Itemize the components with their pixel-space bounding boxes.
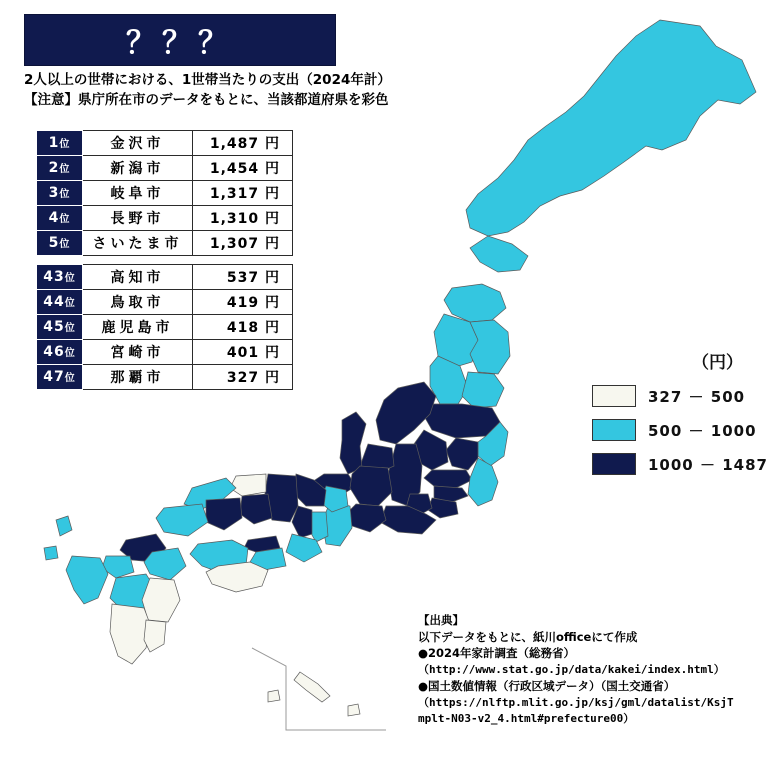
rank-suffix: 位 <box>64 323 76 334</box>
rank-number: 44 <box>43 294 65 310</box>
legend-item-mid <box>592 416 768 444</box>
rank-suffix: 位 <box>59 139 71 150</box>
pref-saitama <box>424 470 472 488</box>
pref-chiba <box>468 458 498 506</box>
city-cell: 金沢市 <box>83 131 193 156</box>
pref-hiroshima <box>206 498 242 530</box>
rank-suffix: 位 <box>59 239 71 250</box>
rank-number: 4 <box>48 210 60 226</box>
pref-hokkaido <box>466 20 756 236</box>
pref-gifu <box>350 466 392 506</box>
value-cell: 1,310 円 <box>193 206 293 231</box>
pref-okinawa <box>294 672 330 702</box>
pref-hokkaido-tail <box>470 236 528 272</box>
pref-okinawa-small-2 <box>348 704 360 716</box>
legend-label-high: 1000 － 1487 <box>648 455 768 474</box>
value-cell: 537 円 <box>193 265 293 290</box>
rank-suffix: 位 <box>64 348 76 359</box>
pref-kagoshima-osumi <box>144 620 166 652</box>
value-cell: 401 円 <box>193 340 293 365</box>
pref-tochigi <box>446 438 478 470</box>
rank-number: 1 <box>48 135 60 151</box>
legend-unit-label: （円） <box>692 353 743 373</box>
rank-number: 3 <box>48 185 60 201</box>
legend-swatch-mid <box>592 419 636 441</box>
source-line-3: （http://www.stat.go.jp/data/kakei/index.html） <box>418 662 725 676</box>
city-cell: 高知市 <box>83 265 193 290</box>
pref-okinawa-small-1 <box>268 690 280 702</box>
pref-yamaguchi <box>156 504 208 536</box>
pref-miyagi <box>462 372 504 408</box>
rank-number: 47 <box>43 369 65 385</box>
pref-okayama <box>240 494 272 524</box>
pref-nagasaki-island-2 <box>44 546 58 560</box>
legend <box>592 382 768 484</box>
legend-swatch-high <box>592 453 636 475</box>
rank-number: 46 <box>43 344 65 360</box>
city-cell: 新潟市 <box>83 156 193 181</box>
source-line-5: （https://nlftp.mlit.go.jp/ksj/gml/datalist/KsjT <box>418 695 734 709</box>
source-line-4: ●国土数値情報（行政区域データ）（国土交通省） <box>418 679 676 693</box>
rank-number: 45 <box>43 319 65 335</box>
rank-number: 43 <box>43 269 65 285</box>
rank-suffix: 位 <box>59 189 71 200</box>
subtitle-line-2: 【注意】県庁所在市のデータをもとに、当該都道府県を彩色 <box>24 92 389 108</box>
pref-kagoshima <box>110 604 150 664</box>
value-cell: 327 円 <box>193 365 293 390</box>
pref-miyazaki <box>142 578 180 622</box>
pref-nagasaki <box>66 556 108 604</box>
pref-aomori <box>444 284 506 322</box>
value-cell: 419 円 <box>193 290 293 315</box>
legend-item-high <box>592 450 768 478</box>
value-cell: 1,487 円 <box>193 131 293 156</box>
legend-swatch-low <box>592 385 636 407</box>
source-line-1: 以下データをもとに、紙川officeにて作成 <box>418 629 638 644</box>
rank-number: 5 <box>48 235 60 251</box>
rank-suffix: 位 <box>64 273 76 284</box>
source-note <box>418 612 764 728</box>
rank-suffix: 位 <box>59 164 71 175</box>
source-heading: 【出典】 <box>418 613 464 627</box>
pref-iwate <box>470 320 510 374</box>
city-cell: さいたま市 <box>83 231 193 256</box>
pref-tottori <box>230 474 266 496</box>
value-cell: 1,307 円 <box>193 231 293 256</box>
city-cell: 長野市 <box>83 206 193 231</box>
pref-nagasaki-islands <box>56 516 72 536</box>
legend-item-low <box>592 382 768 410</box>
value-cell: 418 円 <box>193 315 293 340</box>
city-cell: 宮崎市 <box>83 340 193 365</box>
city-cell: 岐阜市 <box>83 181 193 206</box>
value-cell: 1,317 円 <box>193 181 293 206</box>
rank-suffix: 位 <box>64 298 76 309</box>
city-cell: 鳥取市 <box>83 290 193 315</box>
page-title: ？？？ <box>126 26 234 61</box>
legend-label-mid: 500 － 1000 <box>648 421 757 440</box>
source-line-6: mplt-N03-v2_4.html#prefecture00） <box>418 712 635 725</box>
legend-label-low: 327 － 500 <box>648 387 746 406</box>
subtitle-line-1: 2人以上の世帯における、1世帯当たりの支出（2024年計） <box>24 72 391 88</box>
rank-suffix: 位 <box>59 214 71 225</box>
pref-fukushima <box>424 404 500 438</box>
rank-number: 2 <box>48 160 60 176</box>
source-line-2: ●2024年家計調査（総務省） <box>418 646 576 660</box>
city-cell: 那覇市 <box>83 365 193 390</box>
city-cell: 鹿児島市 <box>83 315 193 340</box>
rank-suffix: 位 <box>64 373 76 384</box>
value-cell: 1,454 円 <box>193 156 293 181</box>
